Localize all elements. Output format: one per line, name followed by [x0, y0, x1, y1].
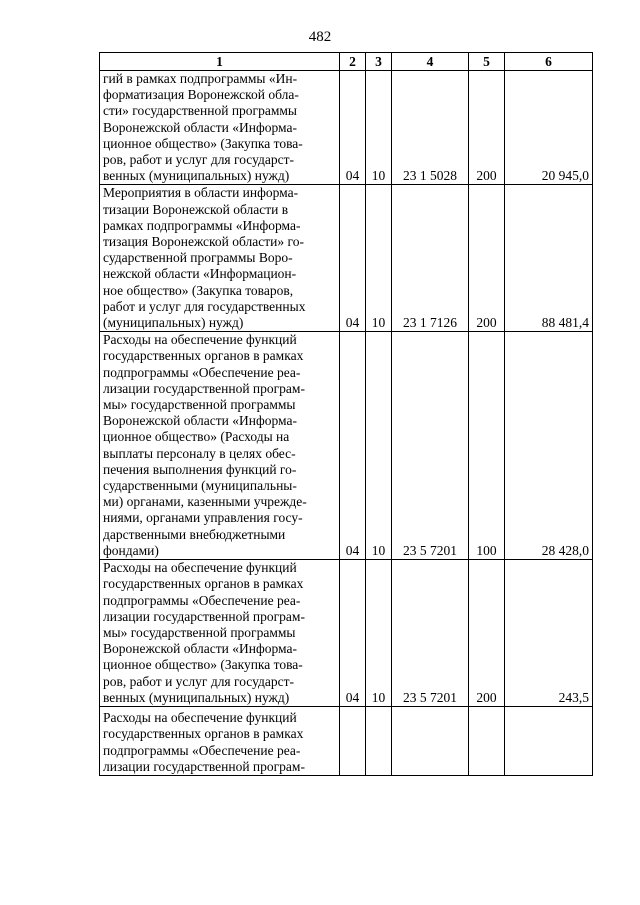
row-target-article: 23 1 5028 — [392, 71, 469, 185]
page-number: 482 — [308, 29, 332, 45]
row-subsection-code — [366, 706, 392, 775]
row-description: Расходы на обеспечение функций государственных органов в рамках подпрограммы «Обеспечение реа- лизации государственной програм- — [100, 706, 340, 775]
row-description: гий в рамках подпрограммы «Ин- форматизация Воронежской обла- сти» государственной программы Воронежской области «Информа- ционное общество» (Закупка това- ров, работ и услуг для государст- венных (муниципальных) нужд) — [100, 71, 340, 185]
column-header-1: 1 — [100, 53, 340, 71]
column-header-2: 2 — [340, 53, 366, 71]
row-target-article: 23 5 7201 — [392, 332, 469, 560]
row-subsection-code: 10 — [366, 332, 392, 560]
row-amount: 28 428,0 — [505, 332, 593, 560]
row-amount: 88 481,4 — [505, 185, 593, 332]
column-header-3: 3 — [366, 53, 392, 71]
row-expense-type: 200 — [469, 71, 505, 185]
budget-table — [99, 52, 593, 776]
row-amount: 243,5 — [505, 560, 593, 707]
row-section-code — [340, 706, 366, 775]
row-section-code: 04 — [340, 332, 366, 560]
column-header-5: 5 — [469, 53, 505, 71]
row-subsection-code: 10 — [366, 560, 392, 707]
row-target-article: 23 5 7201 — [392, 560, 469, 707]
row-subsection-code: 10 — [366, 71, 392, 185]
row-target-article: 23 1 7126 — [392, 185, 469, 332]
row-expense-type — [469, 706, 505, 775]
row-section-code: 04 — [340, 71, 366, 185]
table-row — [100, 706, 593, 775]
table-row — [100, 332, 593, 560]
table-row — [100, 560, 593, 707]
row-amount: 20 945,0 — [505, 71, 593, 185]
row-description: Расходы на обеспечение функций государственных органов в рамках подпрограммы «Обеспечение реа- лизации государственной програм- мы» государственной программы Воронежской области «Информа- ционное общество» (Закупка това- ров, работ и услуг для государст- венных (муниципальных) нужд) — [100, 560, 340, 707]
row-target-article — [392, 706, 469, 775]
row-expense-type: 200 — [469, 185, 505, 332]
row-expense-type: 100 — [469, 332, 505, 560]
row-subsection-code: 10 — [366, 185, 392, 332]
column-header-4: 4 — [392, 53, 469, 71]
table-row — [100, 71, 593, 185]
row-section-code: 04 — [340, 185, 366, 332]
header-row — [100, 53, 593, 71]
row-amount — [505, 706, 593, 775]
table-row — [100, 185, 593, 332]
row-description: Расходы на обеспечение функций государственных органов в рамках подпрограммы «Обеспечение реа- лизации государственной програм- мы» государственной программы Воронежской области «Информа- ционное общество» (Расходы на выплаты персоналу в целях обес- печения выполнения функций го- сударственными (муниципальны- ми) органами, казенными учрежде- ниями, органами управления госу- дарственными внебюджетными фондами) — [100, 332, 340, 560]
row-description: Мероприятия в области информа- тизации Воронежской области в рамках подпрограммы «Информа- тизация Воронежской области» го- сударственной программы Воро- нежской области «Информацион- ное общество» (Закупка товаров, работ и услуг для государственных (муниципальных) нужд) — [100, 185, 340, 332]
column-header-6: 6 — [505, 53, 593, 71]
row-expense-type: 200 — [469, 560, 505, 707]
row-section-code: 04 — [340, 560, 366, 707]
